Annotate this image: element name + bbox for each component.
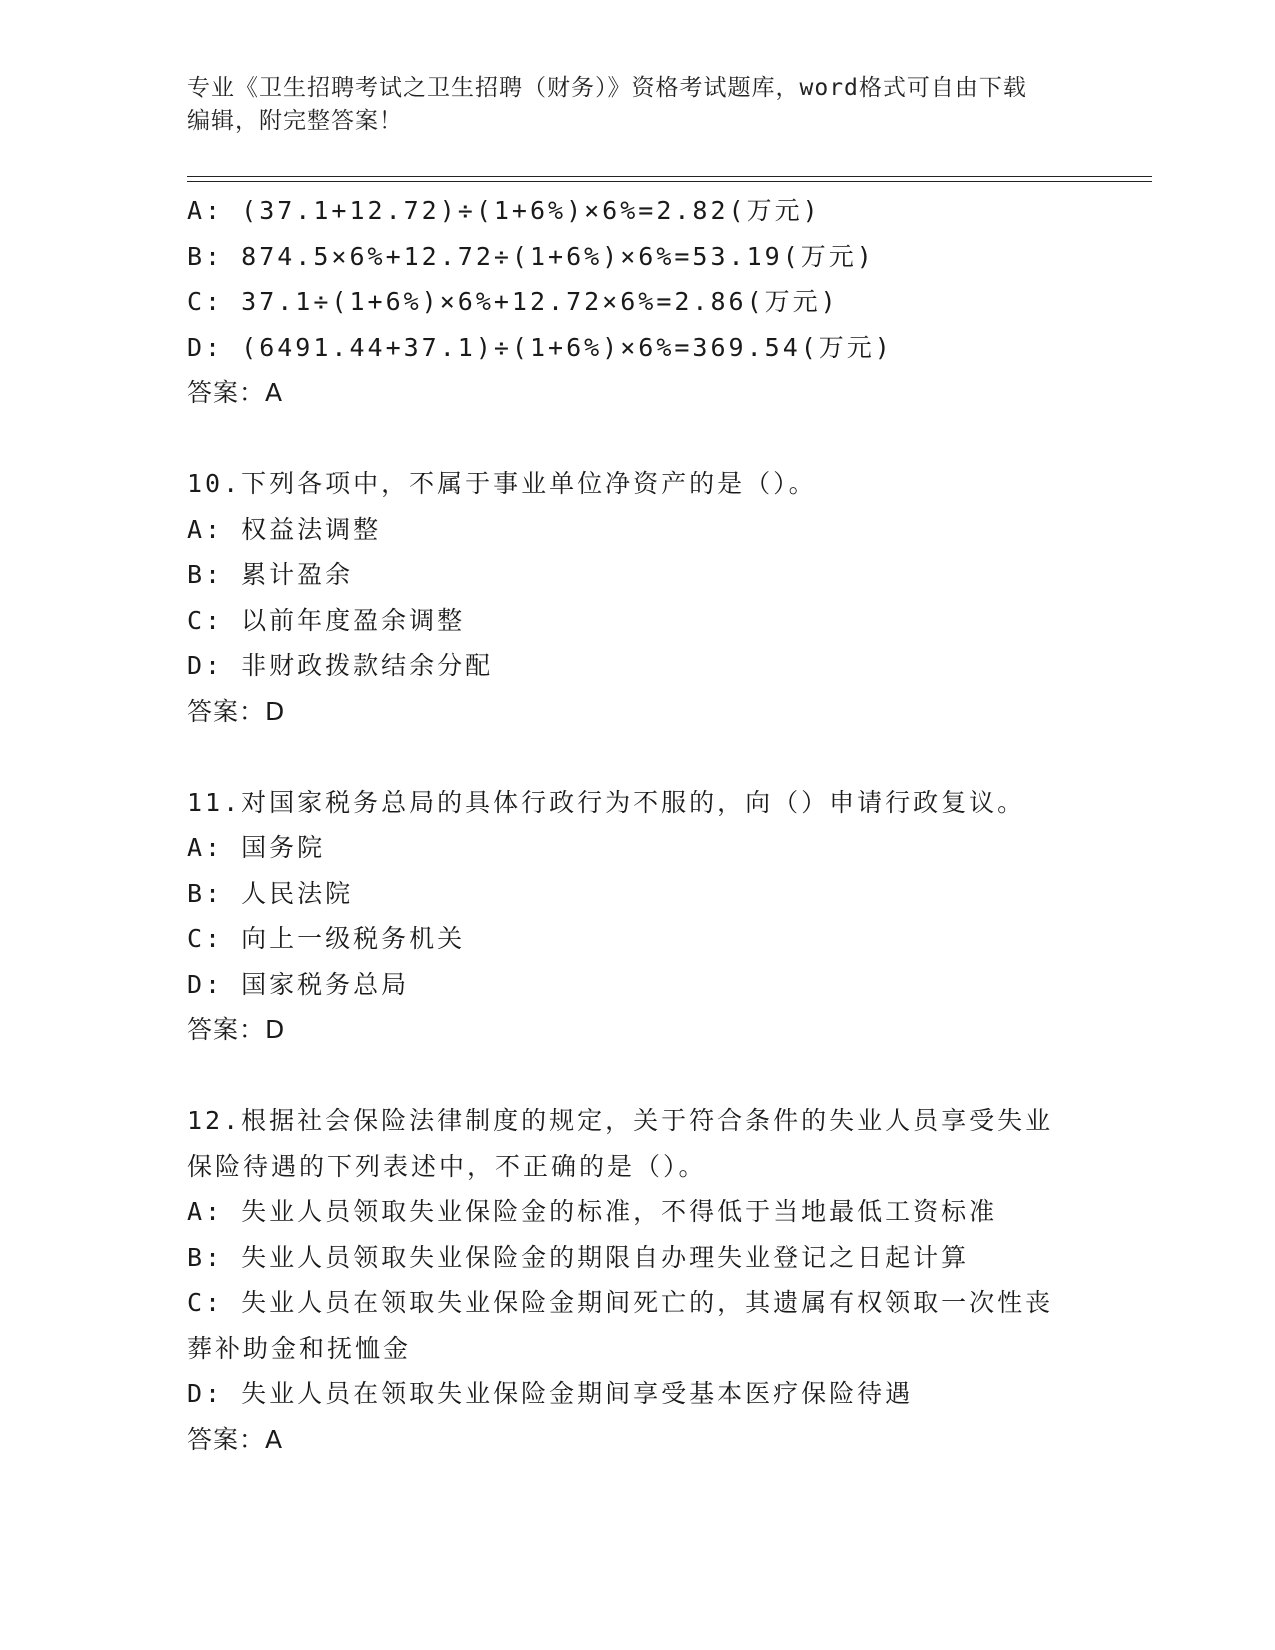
- spacer: [187, 416, 1087, 462]
- option-a: A: 国务院: [187, 833, 326, 862]
- header-divider-top: [187, 176, 1152, 177]
- option-c-line-2: 葬补助金和抚恤金: [187, 1333, 412, 1363]
- document-header: [187, 72, 1067, 138]
- question-11: [187, 780, 1087, 1053]
- question-text-line-2: 保险待遇的下列表述中，不正确的是（）。: [187, 1151, 707, 1181]
- option-d: D: (6491.44+37.1)÷(1+6%)×6%=369.54(万元): [187, 332, 893, 362]
- option-c: C: 以前年度盈余调整: [187, 605, 466, 635]
- answer: 答案：A: [187, 1424, 284, 1454]
- option-c: C: 向上一级税务机关: [187, 924, 466, 953]
- question-text: 10.下列各项中，不属于事业单位净资产的是（）。: [187, 469, 817, 498]
- option-d: D: 非财政拨款结余分配: [187, 651, 494, 680]
- option-a: A: (37.1+12.72)÷(1+6%)×6%=2.82(万元): [187, 196, 821, 225]
- spacer: [187, 1053, 1087, 1099]
- option-a: A: 失业人员领取失业保险金的标准，不得低于当地最低工资标准: [187, 1197, 998, 1226]
- option-d: D: 国家税务总局: [187, 969, 410, 999]
- question-12: [187, 1098, 1087, 1462]
- option-b: B: 874.5×6%+12.72÷(1+6%)×6%=53.19(万元): [187, 241, 875, 271]
- option-b: B: 累计盈余: [187, 560, 354, 589]
- spacer: [187, 734, 1087, 780]
- answer: 答案：D: [187, 696, 286, 726]
- option-b: B: 失业人员领取失业保险金的期限自办理失业登记之日起计算: [187, 1242, 970, 1272]
- header-divider-bottom: [187, 181, 1152, 182]
- option-a: A: 权益法调整: [187, 514, 382, 544]
- question-text: 11.对国家税务总局的具体行政行为不服的，向（）申请行政复议。: [187, 787, 1026, 817]
- answer: 答案：A: [187, 378, 284, 407]
- option-d: D: 失业人员在领取失业保险金期间享受基本医疗保险待遇: [187, 1379, 914, 1408]
- header-line-2: 编辑，附完整答案！: [187, 108, 403, 134]
- option-c-line-1: C: 失业人员在领取失业保险金期间死亡的，其遗属有权领取一次性丧: [187, 1288, 1054, 1317]
- header-line-1: 专业《卫生招聘考试之卫生招聘（财务）》资格考试题库，word格式可自由下载: [187, 75, 1027, 101]
- answer: 答案：D: [187, 1015, 286, 1044]
- question-9: [187, 188, 1087, 416]
- question-list: [187, 188, 1087, 1462]
- option-b: B: 人民法院: [187, 878, 354, 908]
- option-c: C: 37.1÷(1+6%)×6%+12.72×6%=2.86(万元): [187, 287, 839, 316]
- question-10: [187, 461, 1087, 734]
- question-text-line-1: 12.根据社会保险法律制度的规定，关于符合条件的失业人员享受失业: [187, 1106, 1054, 1135]
